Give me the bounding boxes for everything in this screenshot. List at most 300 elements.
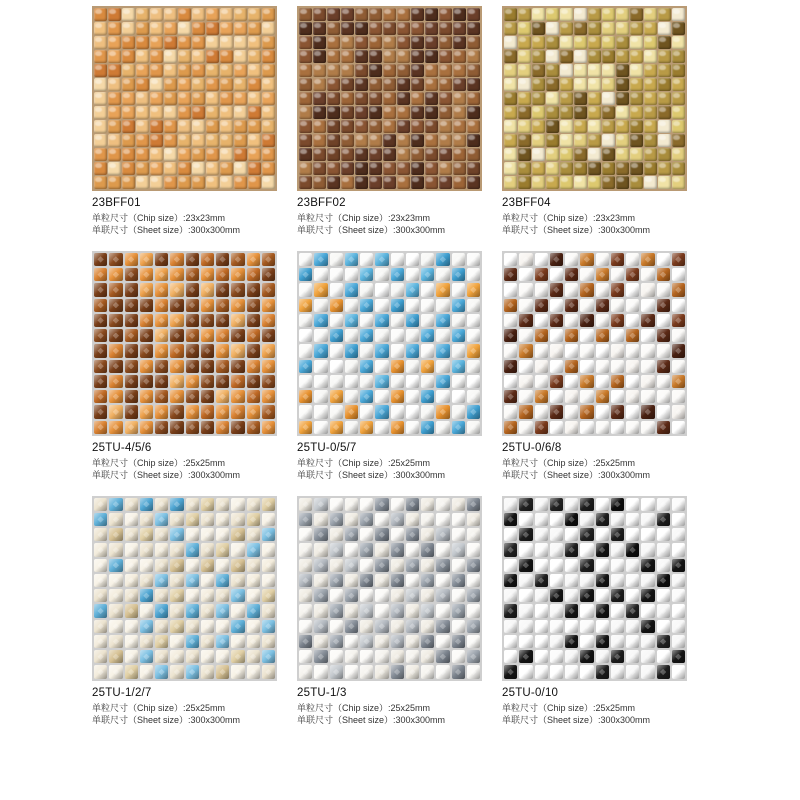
mosaic-chip bbox=[452, 635, 465, 648]
mosaic-chip bbox=[360, 283, 373, 296]
mosaic-chip bbox=[150, 50, 163, 63]
mosaic-chip bbox=[170, 574, 183, 587]
mosaic-chip bbox=[94, 543, 107, 556]
mosaic-chip bbox=[626, 375, 639, 388]
mosaic-chip bbox=[383, 92, 396, 105]
mosaic-chip bbox=[672, 498, 685, 511]
product-cell[interactable] bbox=[92, 6, 297, 237]
mosaic-chip bbox=[391, 589, 404, 602]
mosaic-chip bbox=[519, 421, 532, 434]
mosaic-chip bbox=[231, 650, 244, 663]
mosaic-chip bbox=[518, 148, 531, 161]
mosaic-chip bbox=[439, 162, 452, 175]
mosaic-chip bbox=[672, 528, 685, 541]
mosaic-chip bbox=[231, 375, 244, 388]
mosaic-chip bbox=[140, 314, 153, 327]
tile-swatch-image[interactable] bbox=[92, 251, 277, 436]
mosaic-chip bbox=[504, 390, 517, 403]
mosaic-chip bbox=[262, 78, 275, 91]
tile-swatch-image[interactable] bbox=[502, 496, 687, 681]
mosaic-chip bbox=[546, 92, 559, 105]
mosaic-chip bbox=[406, 650, 419, 663]
mosaic-chip bbox=[532, 64, 545, 77]
mosaic-chip bbox=[616, 36, 629, 49]
mosaic-chip bbox=[439, 8, 452, 21]
mosaic-chip bbox=[314, 543, 327, 556]
mosaic-chip bbox=[580, 650, 593, 663]
mosaic-chip bbox=[299, 360, 312, 373]
mosaic-chip bbox=[406, 268, 419, 281]
mosaic-chip bbox=[375, 528, 388, 541]
mosaic-chip bbox=[535, 405, 548, 418]
mosaic-chip bbox=[369, 162, 382, 175]
mosaic-chip bbox=[375, 375, 388, 388]
product-cell[interactable] bbox=[297, 6, 502, 237]
mosaic-chip bbox=[330, 314, 343, 327]
mosaic-chip bbox=[178, 162, 191, 175]
mosaic-chip bbox=[672, 176, 685, 189]
mosaic-chip bbox=[596, 559, 609, 572]
mosaic-chip bbox=[192, 134, 205, 147]
mosaic-chip bbox=[122, 120, 135, 133]
mosaic-chip bbox=[504, 665, 517, 678]
mosaic-chip bbox=[504, 299, 517, 312]
mosaic-chip bbox=[391, 405, 404, 418]
mosaic-chip bbox=[611, 268, 624, 281]
tile-swatch-image[interactable] bbox=[297, 251, 482, 436]
mosaic-chip bbox=[421, 329, 434, 342]
mosaic-chip bbox=[519, 405, 532, 418]
mosaic-chip bbox=[186, 299, 199, 312]
mosaic-chip bbox=[299, 50, 312, 63]
mosaic-chip bbox=[630, 120, 643, 133]
mosaic-chip bbox=[574, 148, 587, 161]
mosaic-chip bbox=[164, 22, 177, 35]
mosaic-chip bbox=[94, 574, 107, 587]
mosaic-chip bbox=[330, 299, 343, 312]
mosaic-chip bbox=[467, 148, 480, 161]
product-cell[interactable] bbox=[502, 496, 707, 727]
mosaic-chip bbox=[467, 64, 480, 77]
mosaic-chip bbox=[247, 543, 260, 556]
mosaic-chip bbox=[122, 176, 135, 189]
mosaic-chip bbox=[170, 375, 183, 388]
mosaic-chip bbox=[602, 162, 615, 175]
tile-swatch-image[interactable] bbox=[92, 6, 277, 191]
mosaic-chip bbox=[436, 650, 449, 663]
mosaic-chip bbox=[672, 253, 685, 266]
mosaic-chip bbox=[360, 604, 373, 617]
mosaic-chip bbox=[436, 543, 449, 556]
mosaic-chip bbox=[360, 589, 373, 602]
mosaic-chip bbox=[140, 498, 153, 511]
mosaic-chip bbox=[136, 8, 149, 21]
mosaic-chip bbox=[436, 559, 449, 572]
mosaic-chip bbox=[565, 405, 578, 418]
mosaic-chip bbox=[375, 559, 388, 572]
mosaic-chip bbox=[109, 620, 122, 633]
mosaic-chip bbox=[234, 36, 247, 49]
mosaic-chip bbox=[641, 299, 654, 312]
mosaic-chip bbox=[467, 22, 480, 35]
mosaic-chip bbox=[262, 50, 275, 63]
mosaic-chip bbox=[611, 390, 624, 403]
mosaic-chip bbox=[453, 8, 466, 21]
mosaic-chip bbox=[125, 329, 138, 342]
mosaic-chip bbox=[439, 92, 452, 105]
mosaic-chip bbox=[580, 559, 593, 572]
mosaic-chip bbox=[170, 604, 183, 617]
mosaic-chip bbox=[421, 344, 434, 357]
mosaic-chip bbox=[452, 299, 465, 312]
mosaic-chip bbox=[550, 498, 563, 511]
mosaic-chip bbox=[574, 64, 587, 77]
mosaic-chip bbox=[658, 8, 671, 21]
mosaic-chip bbox=[672, 344, 685, 357]
mosaic-chip bbox=[453, 50, 466, 63]
mosaic-chip bbox=[345, 329, 358, 342]
product-cell[interactable] bbox=[502, 251, 707, 482]
mosaic-chip bbox=[186, 604, 199, 617]
mosaic-chip bbox=[391, 559, 404, 572]
product-caption bbox=[502, 681, 707, 727]
mosaic-chip bbox=[421, 314, 434, 327]
mosaic-chip bbox=[299, 283, 312, 296]
mosaic-chip bbox=[150, 8, 163, 21]
mosaic-chip bbox=[299, 344, 312, 357]
mosaic-chip bbox=[94, 268, 107, 281]
mosaic-chip bbox=[369, 50, 382, 63]
mosaic-chip bbox=[657, 299, 670, 312]
mosaic-chip bbox=[327, 64, 340, 77]
mosaic-chip bbox=[550, 375, 563, 388]
mosaic-chip bbox=[406, 283, 419, 296]
mosaic-chip bbox=[231, 360, 244, 373]
mosaic-chip bbox=[453, 106, 466, 119]
mosaic-chip bbox=[504, 635, 517, 648]
mosaic-chip bbox=[657, 283, 670, 296]
mosaic-chip bbox=[421, 283, 434, 296]
mosaic-chip bbox=[421, 405, 434, 418]
mosaic-chip bbox=[504, 253, 517, 266]
mosaic-chip bbox=[644, 64, 657, 77]
mosaic-chip bbox=[588, 148, 601, 161]
mosaic-chip bbox=[383, 134, 396, 147]
mosaic-chip bbox=[327, 176, 340, 189]
mosaic-chip bbox=[504, 22, 517, 35]
mosaic-chip bbox=[155, 299, 168, 312]
tile-swatch-image[interactable] bbox=[502, 6, 687, 191]
mosaic-chip bbox=[565, 635, 578, 648]
mosaic-chip bbox=[247, 283, 260, 296]
mosaic-chip bbox=[375, 314, 388, 327]
mosaic-chip bbox=[313, 64, 326, 77]
mosaic-chip bbox=[164, 162, 177, 175]
mosaic-chip bbox=[164, 8, 177, 21]
mosaic-chip bbox=[406, 360, 419, 373]
mosaic-chip bbox=[247, 405, 260, 418]
mosaic-chip bbox=[125, 268, 138, 281]
mosaic-chip bbox=[192, 8, 205, 21]
mosaic-chip bbox=[391, 421, 404, 434]
mosaic-chip bbox=[375, 344, 388, 357]
mosaic-chip bbox=[611, 375, 624, 388]
mosaic-chip bbox=[657, 421, 670, 434]
mosaic-chip bbox=[262, 8, 275, 21]
mosaic-chip bbox=[355, 8, 368, 21]
mosaic-chip bbox=[626, 665, 639, 678]
mosaic-chip bbox=[504, 559, 517, 572]
mosaic-chip bbox=[140, 421, 153, 434]
mosaic-chip bbox=[574, 50, 587, 63]
mosaic-chip bbox=[234, 162, 247, 175]
mosaic-chip bbox=[596, 589, 609, 602]
mosaic-chip bbox=[262, 120, 275, 133]
mosaic-chip bbox=[231, 498, 244, 511]
mosaic-chip bbox=[452, 283, 465, 296]
mosaic-chip bbox=[206, 92, 219, 105]
mosaic-chip bbox=[602, 120, 615, 133]
mosaic-chip bbox=[560, 50, 573, 63]
mosaic-chip bbox=[596, 268, 609, 281]
mosaic-chip bbox=[216, 665, 229, 678]
mosaic-chip bbox=[658, 106, 671, 119]
mosaic-chip bbox=[299, 543, 312, 556]
mosaic-chip bbox=[299, 528, 312, 541]
mosaic-chip bbox=[375, 390, 388, 403]
mosaic-chip bbox=[467, 604, 480, 617]
mosaic-chip bbox=[108, 50, 121, 63]
mosaic-chip bbox=[626, 513, 639, 526]
mosaic-chip bbox=[565, 390, 578, 403]
mosaic-chip bbox=[519, 329, 532, 342]
product-cell[interactable] bbox=[502, 6, 707, 237]
mosaic-chip bbox=[535, 604, 548, 617]
product-code: 23BFF02 bbox=[297, 197, 346, 209]
mosaic-chip bbox=[453, 22, 466, 35]
mosaic-chip bbox=[330, 421, 343, 434]
mosaic-chip bbox=[436, 421, 449, 434]
chip-size-label: 单粒尺寸（Chip size）:23x23mm bbox=[92, 213, 226, 223]
mosaic-chip bbox=[192, 92, 205, 105]
mosaic-chip bbox=[248, 36, 261, 49]
mosaic-chip bbox=[518, 64, 531, 77]
mosaic-chip bbox=[314, 589, 327, 602]
mosaic-chip bbox=[109, 635, 122, 648]
mosaic-chip bbox=[186, 405, 199, 418]
mosaic-chip bbox=[565, 528, 578, 541]
mosaic-chip bbox=[94, 650, 107, 663]
mosaic-chip bbox=[467, 421, 480, 434]
mosaic-chip bbox=[436, 375, 449, 388]
mosaic-chip bbox=[406, 559, 419, 572]
mosaic-chip bbox=[518, 120, 531, 133]
product-cell[interactable] bbox=[297, 496, 502, 727]
mosaic-chip bbox=[588, 134, 601, 147]
mosaic-chip bbox=[397, 50, 410, 63]
mosaic-chip bbox=[330, 405, 343, 418]
mosaic-chip bbox=[580, 283, 593, 296]
mosaic-chip bbox=[550, 360, 563, 373]
mosaic-chip bbox=[299, 375, 312, 388]
mosaic-chip bbox=[436, 268, 449, 281]
mosaic-chip bbox=[136, 134, 149, 147]
mosaic-chip bbox=[186, 635, 199, 648]
tile-swatch-image[interactable] bbox=[92, 496, 277, 681]
mosaic-chip bbox=[452, 513, 465, 526]
mosaic-chip bbox=[186, 665, 199, 678]
mosaic-chip bbox=[391, 665, 404, 678]
mosaic-chip bbox=[375, 620, 388, 633]
mosaic-chip bbox=[155, 498, 168, 511]
mosaic-chip bbox=[201, 253, 214, 266]
mosaic-chip bbox=[122, 162, 135, 175]
mosaic-chip bbox=[411, 120, 424, 133]
mosaic-chip bbox=[314, 314, 327, 327]
mosaic-chip bbox=[550, 589, 563, 602]
mosaic-chip bbox=[341, 120, 354, 133]
mosaic-chip bbox=[626, 344, 639, 357]
mosaic-chip bbox=[574, 36, 587, 49]
mosaic-chip bbox=[247, 314, 260, 327]
mosaic-chip bbox=[140, 253, 153, 266]
mosaic-chip bbox=[150, 22, 163, 35]
mosaic-chip bbox=[644, 8, 657, 21]
mosaic-chip bbox=[216, 635, 229, 648]
mosaic-chip bbox=[546, 162, 559, 175]
mosaic-chip bbox=[231, 314, 244, 327]
mosaic-chip bbox=[657, 543, 670, 556]
mosaic-chip bbox=[369, 22, 382, 35]
mosaic-chip bbox=[504, 78, 517, 91]
mosaic-chip bbox=[574, 120, 587, 133]
mosaic-chip bbox=[452, 253, 465, 266]
mosaic-chip bbox=[155, 253, 168, 266]
mosaic-chip bbox=[641, 604, 654, 617]
mosaic-chip bbox=[299, 635, 312, 648]
mosaic-chip bbox=[140, 344, 153, 357]
mosaic-chip bbox=[136, 162, 149, 175]
mosaic-chip bbox=[658, 36, 671, 49]
tile-swatch-image[interactable] bbox=[502, 251, 687, 436]
mosaic-chip bbox=[519, 543, 532, 556]
product-cell[interactable] bbox=[92, 496, 297, 727]
mosaic-chip bbox=[201, 329, 214, 342]
sheet-size-label: 单联尺寸（Sheet size）:300x300mm bbox=[92, 715, 241, 726]
mosaic-chip bbox=[178, 36, 191, 49]
mosaic-chip bbox=[596, 329, 609, 342]
mosaic-chip bbox=[314, 650, 327, 663]
mosaic-chip bbox=[672, 162, 685, 175]
mosaic-chip bbox=[314, 375, 327, 388]
mosaic-chip bbox=[375, 574, 388, 587]
mosaic-chip bbox=[155, 329, 168, 342]
mosaic-chip bbox=[125, 513, 138, 526]
mosaic-chip bbox=[657, 513, 670, 526]
mosaic-chip bbox=[672, 665, 685, 678]
mosaic-chip bbox=[262, 498, 275, 511]
mosaic-chip bbox=[596, 604, 609, 617]
mosaic-chip bbox=[220, 120, 233, 133]
mosaic-chip bbox=[94, 176, 107, 189]
mosaic-chip bbox=[150, 148, 163, 161]
mosaic-chip bbox=[630, 8, 643, 21]
mosaic-chip bbox=[672, 543, 685, 556]
mosaic-chip bbox=[630, 64, 643, 77]
mosaic-chip bbox=[94, 36, 107, 49]
mosaic-chip bbox=[369, 106, 382, 119]
mosaic-chip bbox=[657, 528, 670, 541]
mosaic-chip bbox=[626, 253, 639, 266]
mosaic-chip bbox=[108, 106, 121, 119]
mosaic-chip bbox=[439, 176, 452, 189]
mosaic-chip bbox=[453, 176, 466, 189]
mosaic-chip bbox=[155, 574, 168, 587]
mosaic-chip bbox=[330, 344, 343, 357]
mosaic-chip bbox=[658, 134, 671, 147]
mosaic-chip bbox=[439, 120, 452, 133]
mosaic-chip bbox=[672, 329, 685, 342]
tile-swatch-image[interactable] bbox=[297, 496, 482, 681]
mosaic-chip bbox=[504, 543, 517, 556]
mosaic-chip bbox=[535, 498, 548, 511]
mosaic-chip bbox=[327, 8, 340, 21]
mosaic-chip bbox=[504, 176, 517, 189]
mosaic-chip bbox=[327, 50, 340, 63]
mosaic-chip bbox=[170, 314, 183, 327]
product-cell[interactable] bbox=[297, 251, 502, 482]
mosaic-chip bbox=[588, 36, 601, 49]
mosaic-chip bbox=[383, 176, 396, 189]
mosaic-chip bbox=[550, 665, 563, 678]
mosaic-chip bbox=[248, 176, 261, 189]
mosaic-chip bbox=[425, 106, 438, 119]
mosaic-chip bbox=[122, 50, 135, 63]
mosaic-chip bbox=[234, 8, 247, 21]
mosaic-chip bbox=[452, 405, 465, 418]
mosaic-chip bbox=[519, 390, 532, 403]
mosaic-chip bbox=[580, 344, 593, 357]
mosaic-chip bbox=[519, 665, 532, 678]
mosaic-chip bbox=[94, 106, 107, 119]
mosaic-chip bbox=[641, 314, 654, 327]
mosaic-chip bbox=[186, 375, 199, 388]
tile-swatch-image[interactable] bbox=[297, 6, 482, 191]
mosaic-chip bbox=[94, 64, 107, 77]
mosaic-chip bbox=[519, 635, 532, 648]
mosaic-chip bbox=[216, 650, 229, 663]
mosaic-chip bbox=[201, 513, 214, 526]
mosaic-chip bbox=[220, 8, 233, 21]
sheet-size-label: 单联尺寸（Sheet size）:300x300mm bbox=[92, 225, 241, 236]
mosaic-chip bbox=[247, 360, 260, 373]
mosaic-chip bbox=[136, 36, 149, 49]
mosaic-chip bbox=[406, 528, 419, 541]
mosaic-chip bbox=[170, 665, 183, 678]
mosaic-chip bbox=[560, 106, 573, 119]
mosaic-chip bbox=[125, 299, 138, 312]
mosaic-chip bbox=[453, 64, 466, 77]
mosaic-chip bbox=[565, 543, 578, 556]
mosaic-chip bbox=[383, 36, 396, 49]
mosaic-chip bbox=[136, 22, 149, 35]
mosaic-chip bbox=[345, 559, 358, 572]
product-cell[interactable] bbox=[92, 251, 297, 482]
mosaic-chip bbox=[565, 574, 578, 587]
mosaic-chip bbox=[626, 574, 639, 587]
mosaic-chip bbox=[519, 650, 532, 663]
mosaic-chip bbox=[411, 78, 424, 91]
